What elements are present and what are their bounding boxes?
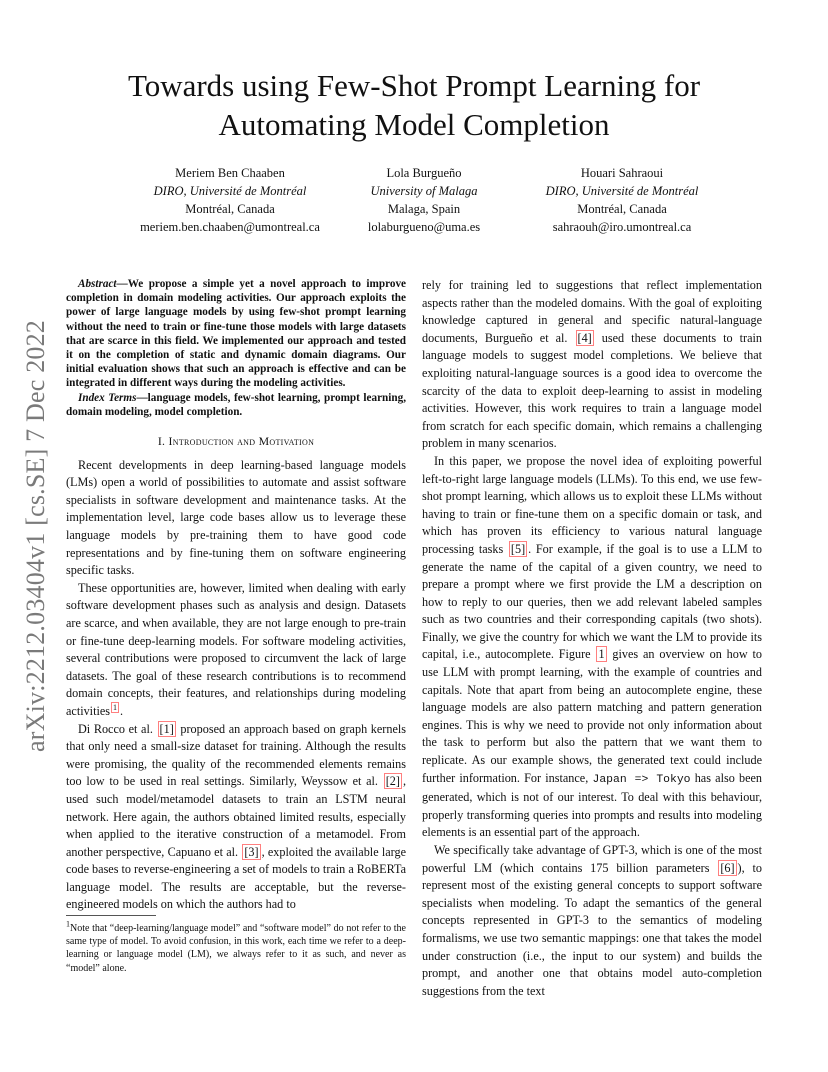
abstract-label: Abstract	[78, 278, 117, 290]
paragraph: These opportunities are, however, limited when dealing with early software development phases such as analysis and design. Datasets are scarce, and when available, they are not large enough to pre-train or fine-tune deep-learning models. For software modeling activities, several contributions were proposed to circumvent the lack of large datasets. The goal of these research contributions is to recommend domain concepts, their features, and relationships during modeling activities $^1$ .	[66, 580, 406, 718]
code-snippet: Japan => Tokyo	[592, 773, 691, 786]
citation-link[interactable]: [4]	[577, 330, 592, 345]
footnote: $^1$Note that “deep-learning/language model” and “software model” do not refer to the same type of model. To avoid confusion, in this work, each time we refer to a deep-learning or language model (LM), we always refer to it as such, and never as “model” alone.	[66, 919, 406, 974]
citation-link[interactable]: [1]	[159, 721, 174, 736]
author-affiliation: DIRO, Université de Montréal	[153, 184, 307, 198]
author-block	[130, 164, 330, 236]
author-name: Houari Sahraoui	[580, 166, 664, 180]
citation-link[interactable]: [5]	[510, 541, 526, 556]
paragraph: Recent developments in deep learning-based language models (LMs) open a world of possibilities to automate and assist software specialists in software development and maintenance tasks. At the implementation level, large code bases allow us to leverage these language models by pre-training them to have good code representations and by fine-tuning them on software engineering specific tasks.	[66, 457, 406, 578]
author-location: Montréal, Canada	[577, 202, 667, 216]
paper-title: Towards using Few-Shot Prompt Learning for Automating Model Completion	[127, 68, 701, 142]
arxiv-identifier: arXiv:2212.03404v1 [cs.SE] 7 Dec 2022	[21, 320, 50, 752]
author-location: Malaga, Spain	[387, 202, 461, 216]
paragraph: We specifically take advantage of GPT-3, which is one of the most powerful LM (which contains 175 billion parameters [6] ), to represent most of the existing general concepts to support software specialists when modeling. To adapt the semantics of the general concepts represented in GPT-3 to the semantics of modeling formalisms, we use two semantic mappings: one that takes the model under construction (i.e., the input to our system) and builds the prompt, and another one that obtains model auto-completion suggestions from the text	[422, 843, 762, 998]
author-block	[344, 164, 504, 236]
citation-link[interactable]: [6]	[720, 860, 735, 875]
footnote-link[interactable]: 1	[113, 702, 117, 712]
author-affiliation: University of Malaga	[370, 184, 478, 198]
paragraph: Di Rocco et al. [1] proposed an approach based on graph kernels that only need a small-size dataset for training. Although the results were promising, the quality of the recommended elements remains too low to be used in real settings. Similarly, Weyssow et al. [2] , used such model/metamodel datasets to train an LSTM neural network. Here again, the authors obtained limited results, especially when applied to the iterative construction of a metamodel. From another perspective, Capuano et al. [3] , exploited the available large code bases to reverse-engineering a set of models to train a RoBERTa language model. The results are acceptable, but the reverse-engineered models on which the authors had to	[66, 721, 406, 912]
author-email: lolaburgueno@uma.es	[367, 220, 481, 234]
citation-link[interactable]: [2]	[385, 774, 400, 789]
abstract	[66, 277, 406, 391]
author-location: Montréal, Canada	[185, 202, 275, 216]
author-name: Lola Burgueño	[386, 166, 462, 180]
index-terms-label: Index Terms	[78, 391, 137, 404]
author-email: sahraouh@iro.umontreal.ca	[552, 220, 692, 234]
figure-link[interactable]: 1	[598, 647, 605, 662]
author-name: Meriem Ben Chaaben	[175, 166, 285, 180]
left-column	[66, 277, 406, 914]
paragraph: In this paper, we propose the novel idea of exploiting powerful left-to-right large language models (LLMs). To this end, we use few-shot prompt learning, which allows us to exploit these LLMs without having to train or fine-tune them on a specific domain or task, and which has proven its efficiency to various natural language processing tasks [5] . For example, if the goal is to use a LLM to generate the name of the capital of a given country, we need to prepare a prompt where we first provide the LM a description on how to reply to our queries, then we add relevant labeled samples such as two countries and their corresponding capitals (two shots). Finally, we give the country for which we want the LM to provide its capital, i.e., autocomplete. Figure 1 gives an overview on how to use LLM with prompt learning, with the example of countries and capitals. Note that apart from being an autocomplete engine, these language models are also pattern matching and pattern generation engines. This is why we need to provide not only information about the task to perform but also the pattern that we want them to replicate. As our example shows, the generated text could include further information. For instance, Japan => Tokyo has also been generated, which is not of our interest. To deal with this behaviour, properly transforming queries into prompts and results into modeling elements is an essential part of the approach.	[422, 453, 763, 840]
index-terms	[66, 391, 406, 419]
abstract-text: —We propose a simple yet a novel approach to improve completion in domain modeling activities. Our approach exploits the power of large language models by using few-shot prompt learning without the need to train or fine-tune those models with large datasets that are scarce in this field. We implemented our approach and tested it on the completion of static and dynamic domain diagrams. Our initial evaluation shows that such an approach is effective and can be integrated in different ways during the modeling activities.	[66, 278, 406, 390]
index-terms-text: —language models, few-shot learning, prompt learning, domain modeling, model completion.	[66, 391, 406, 418]
author-block	[524, 164, 720, 236]
author-email: meriem.ben.chaaben@umontreal.ca	[140, 220, 320, 234]
right-column	[422, 277, 762, 1000]
author-affiliation: DIRO, Université de Montréal	[545, 184, 699, 198]
paragraph: rely for training led to suggestions that reflect implementation aspects rather than the modeled domains. With the goal of exploiting knowledge captured in general and specific natural-language documents, Burgueño et al. [4] used these documents to train language models to suggest model completions. We believe that exploiting natural-language sources is a good idea to overcome the scarcity of the data to exploit deep-learning to assist in modeling activities. However, this work requires to train a language model from scratch for each specific domain, which remains a challenging problem in many scenarios.	[422, 278, 762, 451]
section-heading: I. Introduction and Motivation	[157, 434, 315, 449]
footnote-rule	[66, 915, 156, 916]
citation-link[interactable]: [3]	[244, 844, 259, 859]
